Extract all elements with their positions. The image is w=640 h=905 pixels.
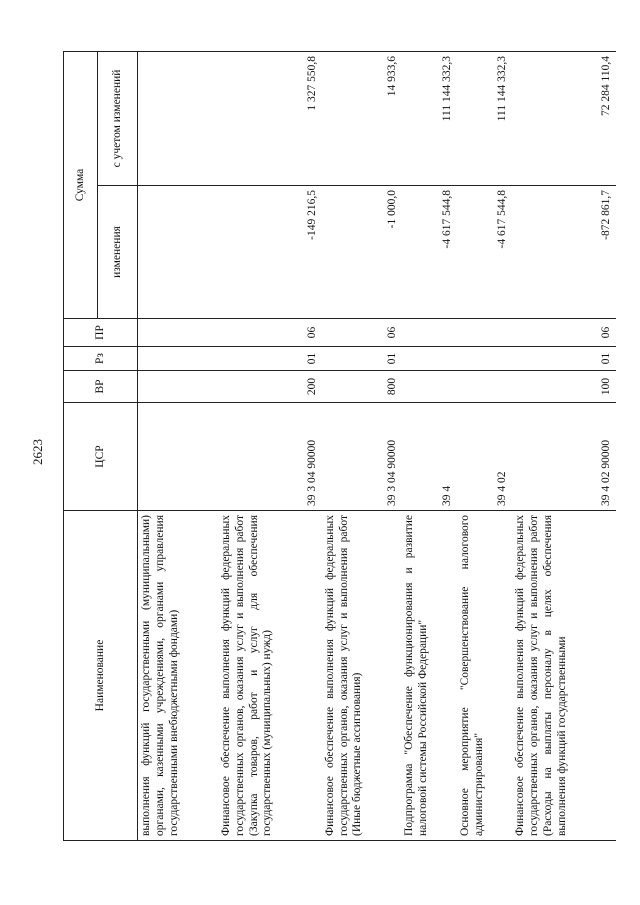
- row-pr: [401, 319, 456, 347]
- row-change: [138, 186, 218, 319]
- header-pr: ПР: [64, 319, 138, 347]
- row-pr: 06: [322, 319, 402, 347]
- row-vr: 200: [218, 371, 322, 403]
- row-csr: 39 3 04 90000: [218, 403, 322, 511]
- row-total: 111 144 332,3: [401, 51, 456, 185]
- page-number: 2623: [30, 439, 45, 465]
- table-row: [512, 51, 616, 840]
- table-row: [322, 51, 402, 840]
- row-change: -149 216,5: [218, 186, 322, 319]
- row-name: Финансовое обеспечение выполнения функций федеральных государственных органов, оказания услуг и выполнения работ (Расходы на выплаты персоналу в целях обеспечения выполнения функций государственными: [512, 511, 616, 841]
- table-row: [457, 51, 512, 840]
- row-csr: [138, 403, 218, 511]
- row-total: 1 327 550,8: [218, 51, 322, 185]
- row-vr: [457, 371, 512, 403]
- header-vr: ВР: [64, 371, 138, 403]
- row-pr: [457, 319, 512, 347]
- row-total: 72 284 110,4: [512, 51, 616, 185]
- row-name: Финансовое обеспечение выполнения функций федеральных государственных органов, оказания услуг и выполнения работ (Иные бюджетные ассигнования): [322, 511, 402, 841]
- header-with-change: с учетом изменений: [98, 51, 138, 185]
- row-csr: 39 4 02: [457, 403, 512, 511]
- row-name: выполнения функций государственными (муниципальными) органами, казенными учреждениями, органами управления государственными внебюджетными фондами): [138, 511, 218, 841]
- row-total: 14 933,6: [322, 51, 402, 185]
- row-name: Финансовое обеспечение выполнения функций федеральных государственных органов, оказания услуг и выполнения работ (Закупка товаров, работ и услуг для обеспечения государственных (муниципальных) нужд): [218, 511, 322, 841]
- row-pr: 06: [512, 319, 616, 347]
- table-row: [138, 51, 218, 840]
- row-total: 111 144 332,3: [457, 51, 512, 185]
- row-csr: 39 4: [401, 403, 456, 511]
- header-csr: ЦСР: [64, 403, 138, 511]
- row-vr: [138, 371, 218, 403]
- row-rz: 01: [322, 347, 402, 371]
- row-rz: [401, 347, 456, 371]
- row-rz: 01: [512, 347, 616, 371]
- row-rz: [457, 347, 512, 371]
- row-change: -1 000,0: [322, 186, 402, 319]
- table-row: [401, 51, 456, 840]
- row-rz: [138, 347, 218, 371]
- row-pr: [138, 319, 218, 347]
- row-csr: 39 4 02 90000: [512, 403, 616, 511]
- row-change: -872 861,7: [512, 186, 616, 319]
- row-pr: 06: [218, 319, 322, 347]
- row-vr: 800: [322, 371, 402, 403]
- row-vr: 100: [512, 371, 616, 403]
- header-rz: Рз: [64, 347, 138, 371]
- budget-table: [63, 51, 616, 841]
- row-name: Основное мероприятие "Совершенствование налогового администрирования": [457, 511, 512, 841]
- budget-table-container: [63, 52, 616, 841]
- table-row: [218, 51, 322, 840]
- row-csr: 39 3 04 90000: [322, 403, 402, 511]
- header-sum: Сумма: [64, 51, 98, 318]
- row-rz: 01: [218, 347, 322, 371]
- row-total: [138, 51, 218, 185]
- row-change: -4 617 544,8: [401, 186, 456, 319]
- row-name: Подпрограмма "Обеспечение функционирования и развитие налоговой системы Российской Федерации": [401, 511, 456, 841]
- header-name: Наименование: [64, 511, 138, 841]
- row-vr: [401, 371, 456, 403]
- row-change: -4 617 544,8: [457, 186, 512, 319]
- header-change: изменения: [98, 186, 138, 319]
